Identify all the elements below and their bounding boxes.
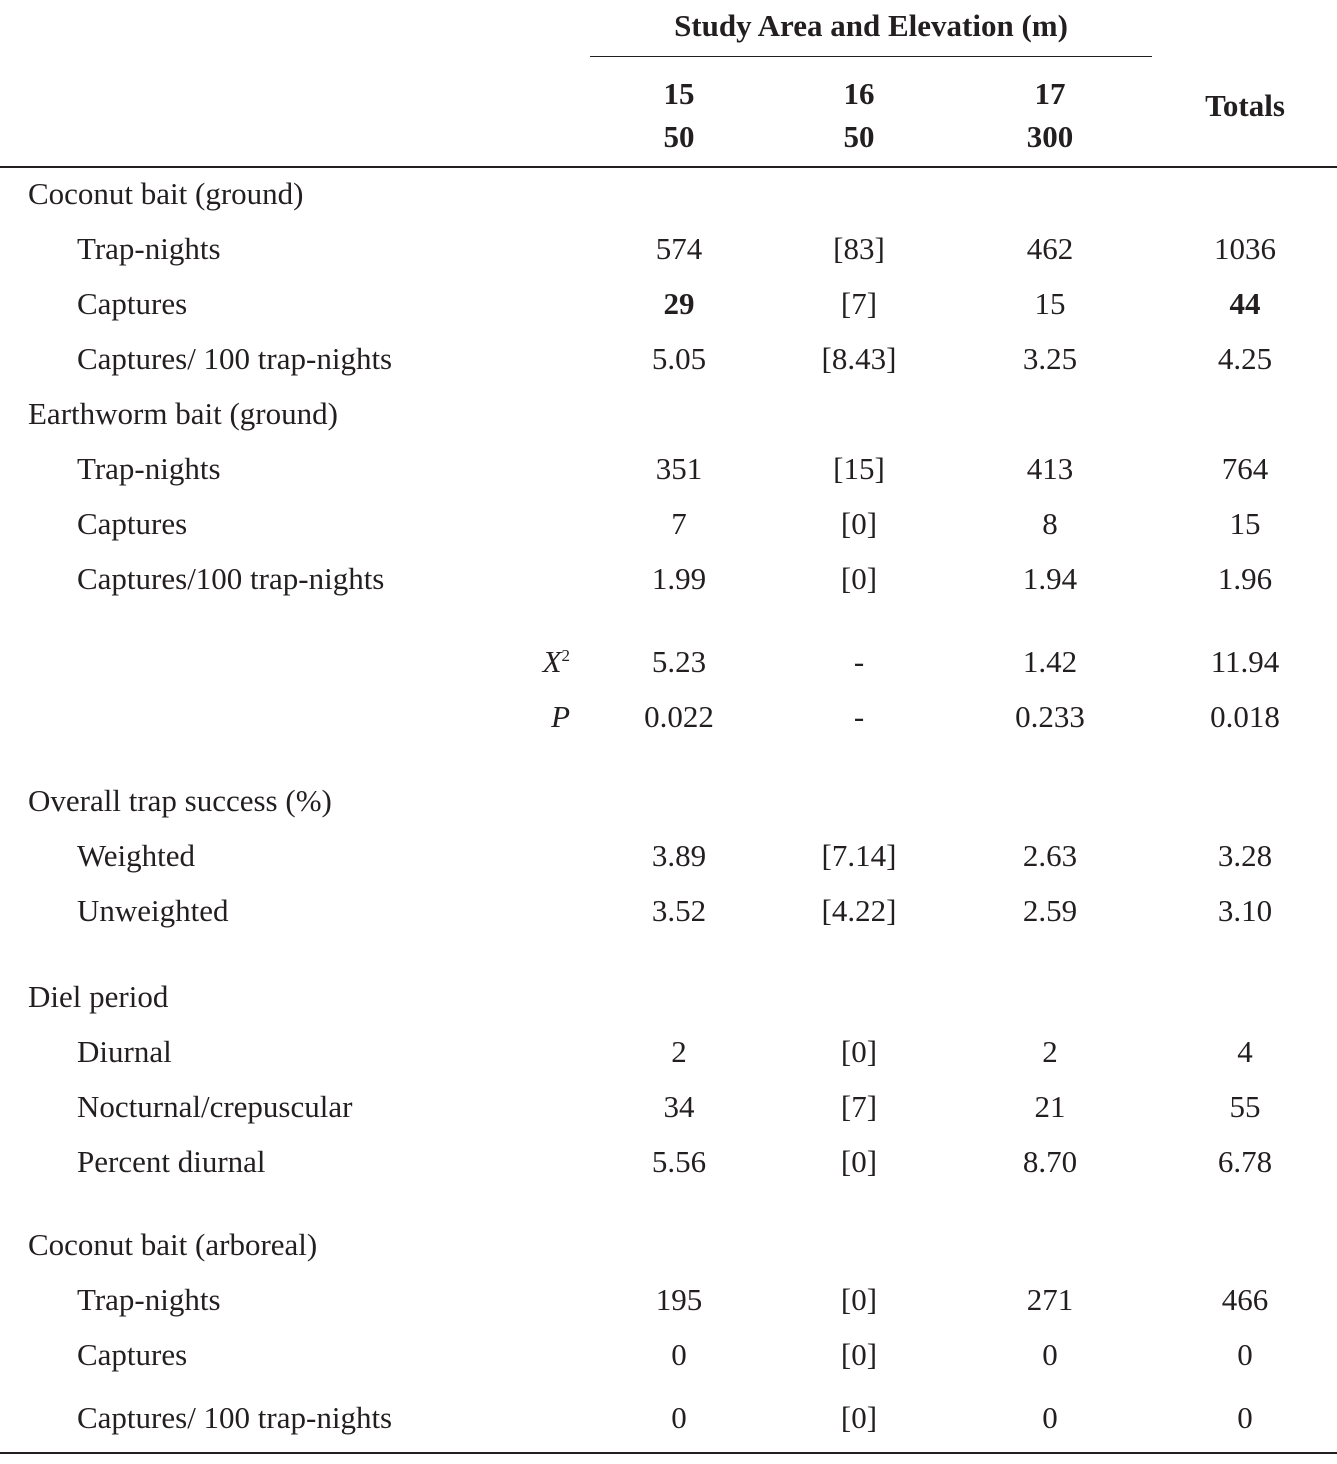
row-label-text: Captures/ 100 trap-nights [77, 341, 393, 376]
table-row [0, 1329, 1337, 1384]
total-cell: 4.25 [1217, 341, 1273, 376]
value-cell: 2 [671, 1034, 687, 1069]
total-cell: 3.10 [1217, 893, 1273, 928]
total-cell: 1.96 [1217, 561, 1273, 596]
value-cell: 351 [655, 451, 703, 486]
value-cell: 413 [1026, 451, 1074, 486]
section-row [0, 971, 1337, 1026]
value-cell: 0.022 [644, 699, 714, 734]
total-cell: 15 [1229, 506, 1261, 541]
value-cell: 15 [1034, 286, 1066, 321]
row-label [28, 979, 168, 1015]
row-label [77, 231, 221, 267]
value-cell: 3.25 [1022, 341, 1078, 376]
group-rule [590, 56, 1152, 57]
value-cell: [7] [840, 1089, 878, 1124]
table-row [0, 223, 1337, 278]
table-row [0, 278, 1337, 333]
row-label [77, 341, 392, 377]
column-header-totals: Totals [1205, 88, 1285, 123]
value-cell: [7] [840, 286, 878, 321]
row-label [77, 1282, 221, 1318]
table-row [0, 1392, 1337, 1447]
value-cell: 271 [1026, 1282, 1074, 1317]
row-label-text: Diurnal [77, 1034, 172, 1069]
value-cell: [7.14] [821, 838, 897, 873]
area-label: 17 [1034, 76, 1066, 111]
value-cell: [0] [840, 1282, 878, 1317]
row-label [77, 1337, 187, 1373]
value-cell: 5.05 [651, 341, 707, 376]
value-cell: 2 [1042, 1034, 1058, 1069]
value-cell: 2.59 [1022, 893, 1078, 928]
row-label-text: Trap-nights [77, 451, 221, 486]
total-cell: 4 [1237, 1034, 1253, 1069]
row-label-text: Unweighted [77, 893, 229, 928]
row-label [77, 561, 384, 597]
column-header-area-15 [599, 72, 759, 158]
value-cell: 5.56 [651, 1144, 707, 1179]
value-cell: 0 [671, 1400, 687, 1435]
row-label-text: Trap-nights [77, 1282, 221, 1317]
value-cell: 8 [1042, 506, 1058, 541]
row-label-text: Captures/ 100 trap-nights [77, 1400, 393, 1435]
column-group-title: Study Area and Elevation (m) [674, 8, 1068, 43]
value-cell: 3.89 [651, 838, 707, 873]
value-cell: 462 [1026, 231, 1074, 266]
total-cell: 466 [1221, 1282, 1269, 1317]
row-label [77, 838, 195, 874]
row-label-text: Captures/100 trap-nights [77, 561, 385, 596]
total-cell: 3.28 [1217, 838, 1273, 873]
total-cell: 0 [1237, 1337, 1253, 1372]
row-label [77, 451, 221, 487]
elevation-label: 300 [1026, 119, 1074, 154]
section-row [0, 1219, 1337, 1274]
total-cell: 1036 [1214, 231, 1276, 266]
row-label [28, 396, 338, 432]
row-label-text: Weighted [77, 838, 196, 873]
value-cell: 0.233 [1015, 699, 1085, 734]
value-cell: 7 [671, 506, 687, 541]
value-cell: - [853, 644, 865, 679]
row-label [28, 176, 304, 212]
total-cell: 55 [1229, 1089, 1261, 1124]
value-cell: 3.52 [651, 893, 707, 928]
table-body [0, 168, 1337, 1447]
table-row [0, 1136, 1337, 1191]
value-cell: 0 [1042, 1337, 1058, 1372]
value-cell: [0] [840, 561, 878, 596]
row-label-text: Captures [77, 1337, 188, 1372]
table-row [0, 1274, 1337, 1329]
statistic-row [0, 636, 1337, 691]
value-cell: 21 [1034, 1089, 1066, 1124]
elevation-label: 50 [663, 119, 695, 154]
row-label [543, 644, 570, 680]
row-label-text: Earthworm bait (ground) [28, 396, 338, 431]
row-label [28, 1227, 317, 1263]
value-cell: [15] [833, 451, 885, 486]
table-row [0, 1081, 1337, 1136]
value-cell: 1.99 [651, 561, 707, 596]
row-label [551, 699, 570, 735]
row-label-text: Trap-nights [77, 231, 221, 266]
row-label-text: Overall trap success (%) [28, 783, 332, 818]
row-label [77, 1034, 172, 1070]
row-label-text: Coconut bait (arboreal) [28, 1227, 318, 1262]
total-cell: 0 [1237, 1400, 1253, 1435]
elevation-label: 50 [843, 119, 875, 154]
value-cell: 574 [655, 231, 703, 266]
value-cell: [0] [840, 1337, 878, 1372]
value-cell: 0 [1042, 1400, 1058, 1435]
section-row [0, 168, 1337, 223]
row-label-text: Nocturnal/crepuscular [77, 1089, 353, 1124]
row-label [77, 1144, 266, 1180]
row-label-text: Diel period [28, 979, 169, 1014]
table-row [0, 498, 1337, 553]
value-cell: [0] [840, 1034, 878, 1069]
area-label: 16 [843, 76, 875, 111]
total-cell: 764 [1221, 451, 1269, 486]
value-cell: [0] [840, 506, 878, 541]
row-label [77, 286, 187, 322]
table-row [0, 885, 1337, 940]
bottom-rule [0, 1452, 1337, 1454]
value-cell: [83] [833, 231, 885, 266]
value-cell: 34 [663, 1089, 695, 1124]
row-label [77, 1089, 352, 1125]
row-label-text: Coconut bait (ground) [28, 176, 304, 211]
column-header-area-16 [779, 72, 939, 158]
statistic-row [0, 691, 1337, 746]
area-label: 15 [663, 76, 695, 111]
row-label-text: P [551, 699, 570, 734]
total-cell: 44 [1229, 286, 1261, 321]
value-cell: 5.23 [651, 644, 707, 679]
value-cell: [0] [840, 1400, 878, 1435]
row-label-text: Captures [77, 506, 188, 541]
value-cell: 1.42 [1022, 644, 1078, 679]
section-row [0, 388, 1337, 443]
row-label [77, 1400, 392, 1436]
row-label-text: Captures [77, 286, 188, 321]
table-row [0, 553, 1337, 608]
superscript: 2 [561, 646, 570, 665]
value-cell: [8.43] [821, 341, 897, 376]
table-row [0, 333, 1337, 388]
value-cell: 2.63 [1022, 838, 1078, 873]
table-row [0, 830, 1337, 885]
value-cell: 29 [663, 286, 695, 321]
row-label [77, 893, 229, 929]
total-cell: 0.018 [1210, 699, 1280, 734]
row-label-text: X [542, 644, 562, 679]
total-cell: 6.78 [1217, 1144, 1273, 1179]
column-header-area-17 [970, 72, 1130, 158]
value-cell: [4.22] [821, 893, 897, 928]
value-cell: - [853, 699, 865, 734]
value-cell: 1.94 [1022, 561, 1078, 596]
value-cell: 195 [655, 1282, 703, 1317]
table-row [0, 443, 1337, 498]
value-cell: 0 [671, 1337, 687, 1372]
row-label [28, 783, 332, 819]
row-label-text: Percent diurnal [77, 1144, 266, 1179]
section-row [0, 775, 1337, 830]
table-row [0, 1026, 1337, 1081]
row-label [77, 506, 187, 542]
value-cell: 8.70 [1022, 1144, 1078, 1179]
value-cell: [0] [840, 1144, 878, 1179]
total-cell: 11.94 [1210, 644, 1280, 679]
